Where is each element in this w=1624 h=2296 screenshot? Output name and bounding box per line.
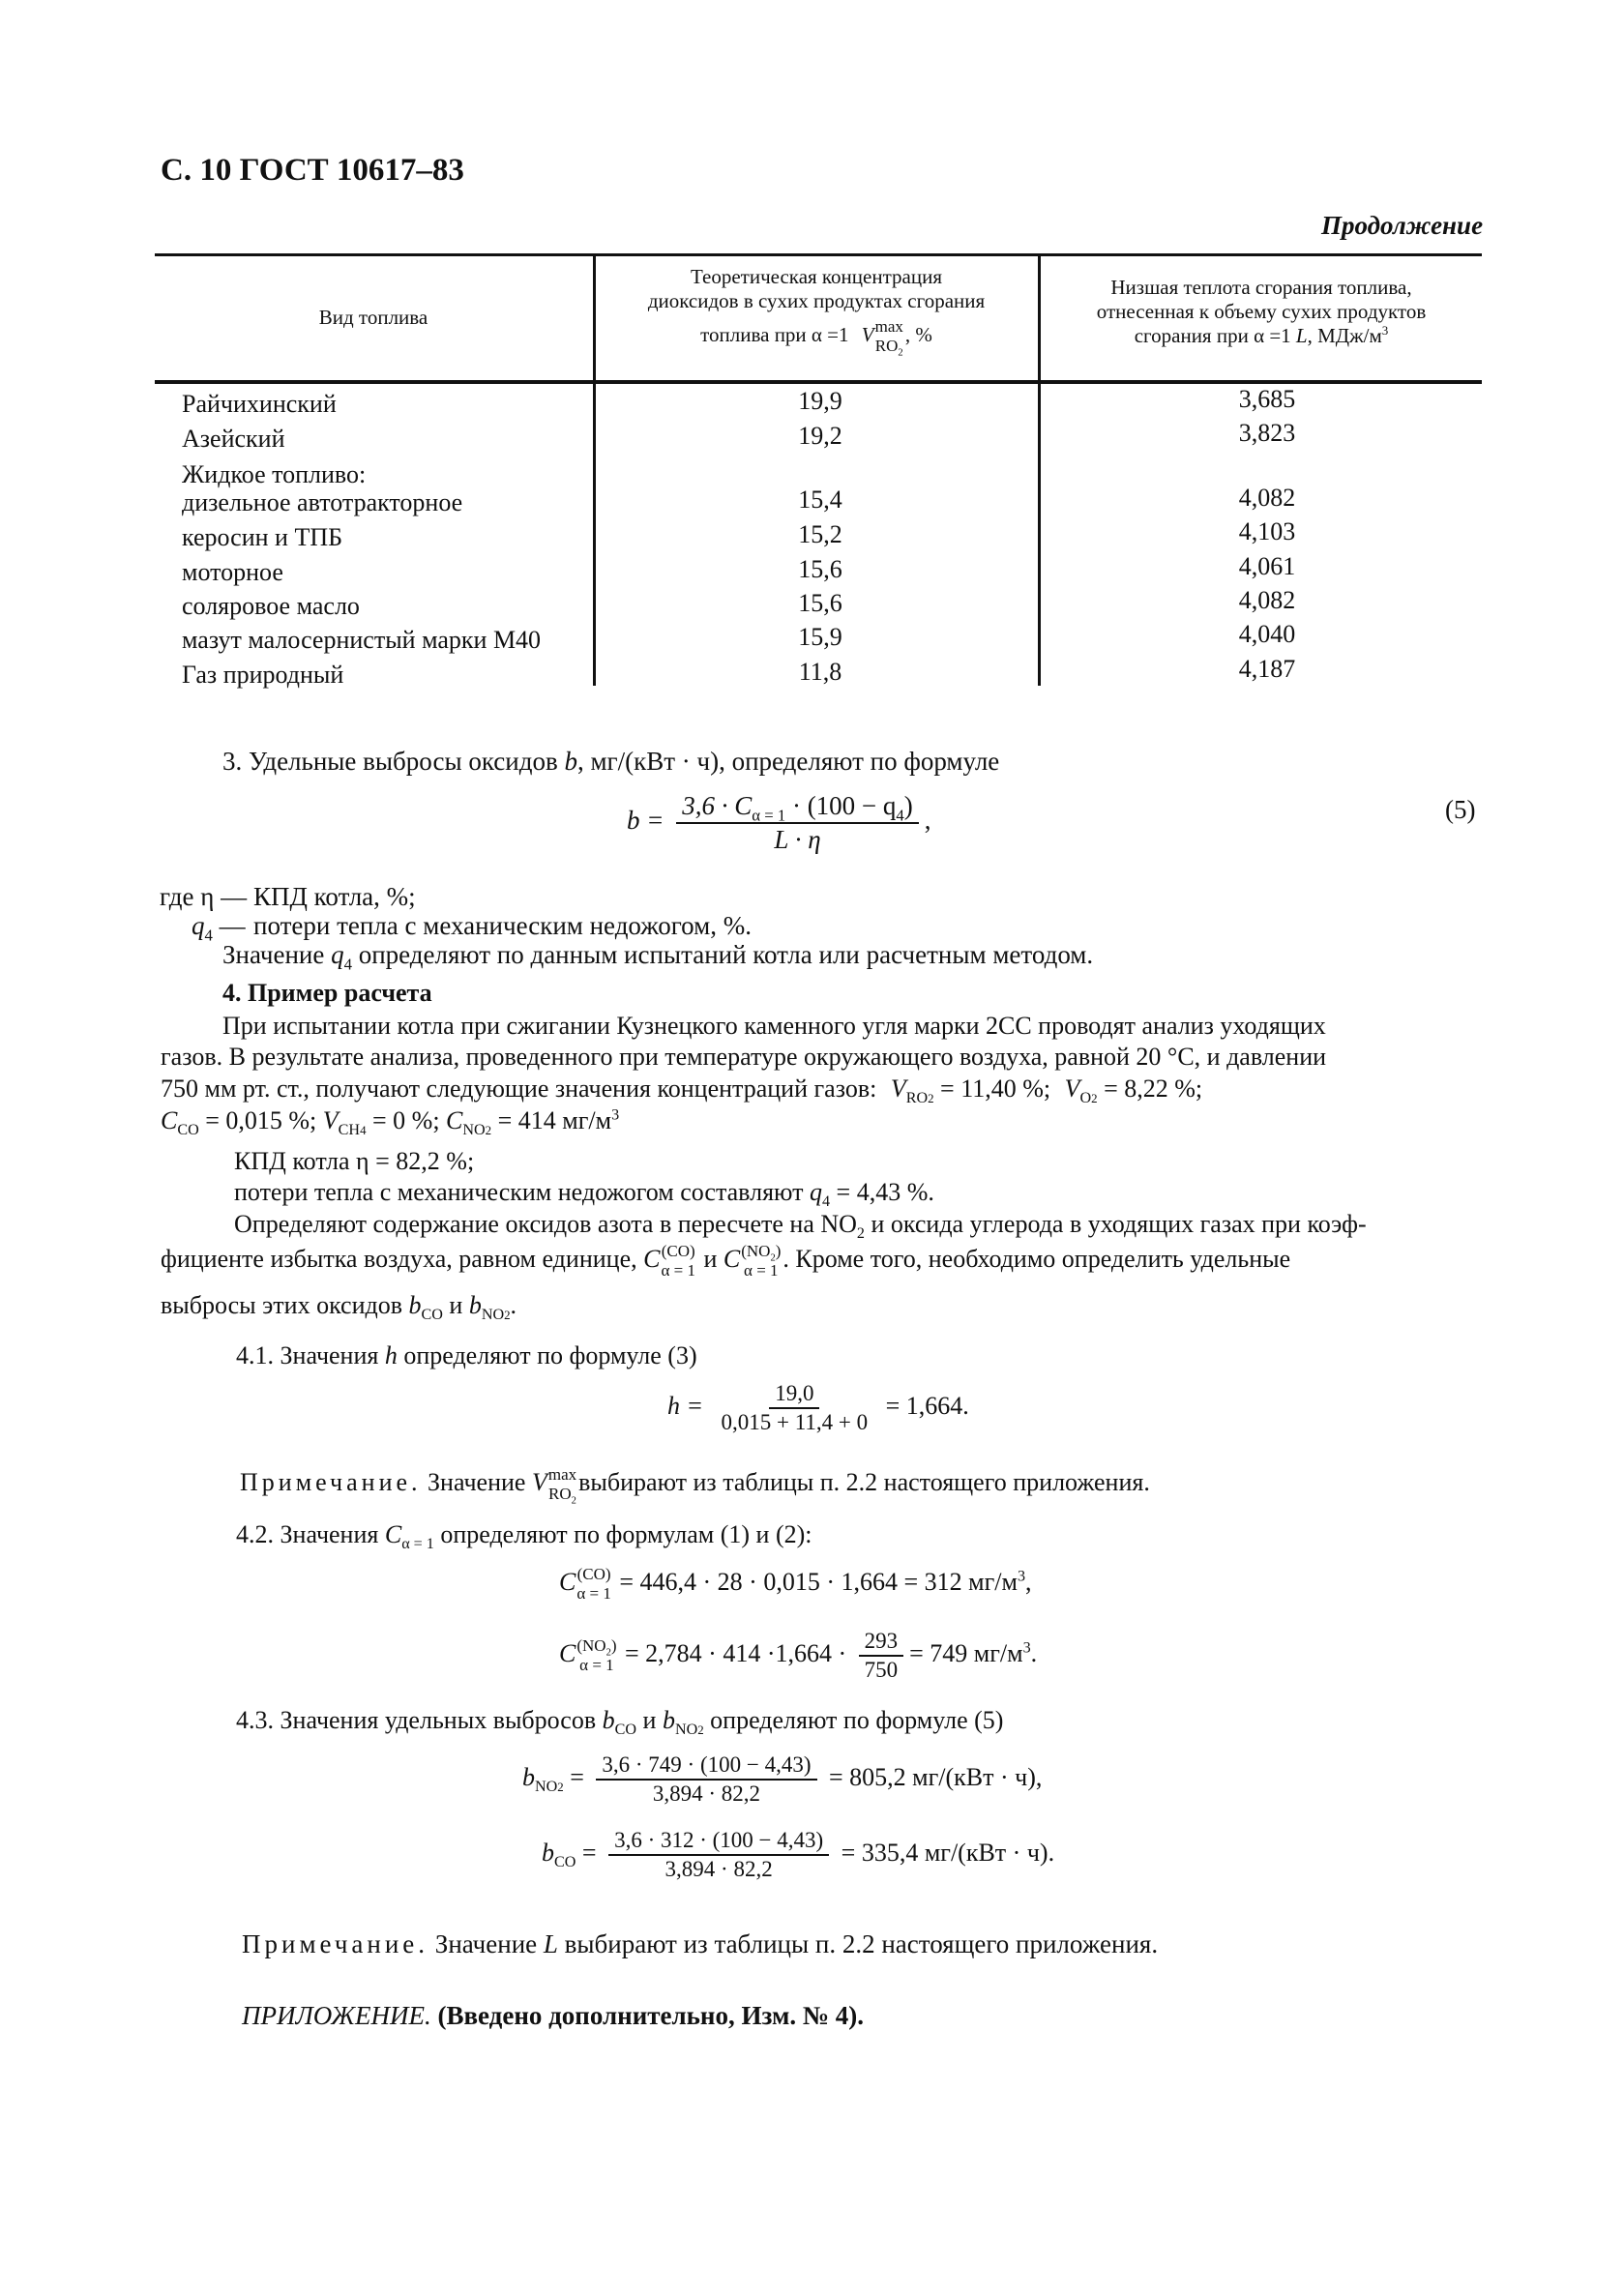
- header-co2-sub: RO: [874, 337, 899, 355]
- section-4-title: 4. Пример расчета: [222, 979, 432, 1007]
- formula-c-no2-symbol: C: [559, 1638, 576, 1667]
- section-4-1-var: h: [384, 1341, 398, 1369]
- c-no2-a1-sub: α = 1: [744, 1261, 779, 1280]
- row-co2-value: 15,9: [798, 623, 842, 651]
- section-4-2-c-sub: α = 1: [401, 1536, 434, 1553]
- c-co-value: = 0,015 %;: [198, 1106, 317, 1134]
- b-no2-sub2: 2: [504, 1309, 511, 1323]
- c-no2-sub2: 2: [485, 1124, 492, 1138]
- row-fuel-name: соляровое масло: [182, 592, 360, 620]
- c-co-a1-symbol: C: [643, 1244, 661, 1273]
- header-co2-line2: диоксидов в сухих продуктах сгорания: [647, 289, 986, 312]
- c-no2-a1-symbol: C: [723, 1244, 741, 1273]
- header-fuel-type: Вид топлива: [318, 306, 428, 329]
- para-line3-text: 750 мм рт. ст., получают следующие значения концентраций газов:: [161, 1074, 877, 1103]
- v-ro2-sub2: 2: [928, 1092, 934, 1106]
- section-3-intro-text: 3. Удельные выбросы оксидов: [222, 747, 558, 776]
- section-4-1-rest: определяют по формуле (3): [397, 1341, 697, 1369]
- header-heat-line1: Низшая теплота сгорания топлива,: [1110, 276, 1412, 299]
- row-heat-value: 4,040: [1238, 620, 1296, 648]
- row-co2-value: 15,4: [798, 486, 842, 514]
- v-ch4-sub: CH: [338, 1122, 361, 1139]
- appendix-note: [242, 2001, 864, 2031]
- determine-line3-end: .: [510, 1291, 517, 1319]
- formula-c-co-sub: α = 1: [576, 1584, 611, 1603]
- section-4-3-bco-sub: CO: [614, 1722, 637, 1739]
- section-4-2-c-symbol: C: [384, 1520, 402, 1548]
- where-eta-text: КПД котла, %;: [253, 882, 416, 911]
- formula-c-no2-eq-a: = 2,784 · 414 ·1,664 ·: [625, 1638, 847, 1667]
- note-1-v-sub2: 2: [571, 1495, 576, 1507]
- section-4-para-line2: газов. В результате анализа, проведенного при температуре окружающего воздуха, равной 20 °С, и давлении: [161, 1043, 1327, 1071]
- section-4-2: [236, 1520, 812, 1553]
- q4-note: [222, 940, 1094, 974]
- row-fuel-name: моторное: [182, 558, 283, 586]
- formula-h-denominator: 0,015 + 11,4 + 0: [721, 1410, 869, 1434]
- section-4-3-rest: определяют по формуле (5): [703, 1706, 1004, 1734]
- v-ch4-sub2: 4: [360, 1124, 367, 1138]
- losses-text: потери тепла с механическим недожогом составляют: [234, 1178, 804, 1206]
- section-4-3-bno2-sub: NO: [674, 1722, 698, 1739]
- row-heat-value: 3,823: [1238, 419, 1296, 447]
- header-heat-line3: [1041, 324, 1482, 348]
- formula-c-no2-eq-b: = 749 мг/м: [909, 1638, 1023, 1667]
- note-2-rest: выбирают из таблицы п. 2.2 настоящего приложения.: [557, 1929, 1159, 1958]
- header-heat-line2: отнесенная к объему сухих продуктов: [1096, 300, 1427, 323]
- row-heat-value: 4,082: [1238, 484, 1296, 512]
- formula-b-no2-eq: =: [563, 1762, 584, 1791]
- formula-5-num-rest: · (100 − q: [785, 791, 897, 820]
- section-4-1-text: 4.1. Значения: [236, 1341, 379, 1369]
- table-header-rule: [155, 380, 1482, 384]
- formula-b-no2-symbol: b: [522, 1762, 535, 1791]
- kpd-line: КПД котла η = 82,2 %;: [234, 1147, 475, 1175]
- formula-5: [627, 791, 931, 855]
- formula-b-co: [542, 1828, 1054, 1882]
- row-heat-value: 4,082: [1238, 586, 1296, 614]
- q4-note-rest: определяют по данным испытаний котла или расчетным методом.: [351, 940, 1094, 969]
- formula-c-no2-exp: 3: [1022, 1639, 1031, 1657]
- row-heat-value: 4,061: [1238, 552, 1296, 580]
- formula-c-no2-frac-num: 293: [859, 1629, 904, 1657]
- appendix-label: ПРИЛОЖЕНИЕ.: [242, 2001, 431, 2030]
- formula-c-co-sup: (CO): [576, 1565, 611, 1583]
- header-co2-sub2: 2: [898, 347, 903, 359]
- v-o2-sub: O: [1079, 1090, 1092, 1107]
- determine-line2-and: и: [696, 1244, 723, 1273]
- row-fuel-name: Жидкое топливо:: [182, 460, 367, 488]
- formula-5-num-c: 3,6 · C: [682, 791, 753, 820]
- losses-q-sub: 4: [821, 1193, 831, 1211]
- section-3-intro: [222, 747, 999, 777]
- determine-line1: [234, 1210, 1367, 1243]
- note-1-v-sub: RO: [548, 1485, 572, 1503]
- section-4-para-line4: [161, 1106, 620, 1139]
- row-co2-value: 15,2: [798, 520, 842, 548]
- formula-c-no2: [559, 1629, 1037, 1683]
- v-o2-value: = 8,22 %;: [1097, 1074, 1203, 1103]
- row-fuel-name: Газ природный: [182, 661, 344, 689]
- header-co2-line3: [596, 317, 1037, 359]
- row-fuel-name: мазут малосернистый марки М40: [182, 626, 542, 654]
- v-o2-symbol: V: [1064, 1074, 1080, 1103]
- section-4-2-text: 4.2. Значения: [236, 1520, 379, 1548]
- v-ch4-value: = 0 %;: [366, 1106, 440, 1134]
- formula-c-no2-sup-close: ): [610, 1636, 617, 1655]
- note-1-v-sup: max: [547, 1465, 577, 1484]
- formula-h-result: = 1,664.: [885, 1391, 969, 1420]
- determine-line1-sub: 2: [856, 1225, 865, 1243]
- where-q4: [192, 911, 246, 945]
- row-heat-value: 3,685: [1238, 385, 1296, 413]
- v-ro2-symbol: V: [890, 1074, 906, 1103]
- formula-h-numerator: 19,0: [769, 1381, 819, 1409]
- section-4-3-bno2: b: [662, 1706, 675, 1734]
- header-heat-exp: 3: [1381, 323, 1389, 338]
- row-co2-value: 11,8: [798, 658, 842, 686]
- note-1-v-symbol: V: [531, 1467, 547, 1496]
- note-2-var: L: [543, 1929, 558, 1958]
- formula-b-co-eq: =: [576, 1838, 597, 1867]
- header-co2-symbol: V: [861, 322, 874, 346]
- where-q4-text: потери тепла с механическим недожогом, %.: [253, 911, 752, 940]
- table-top-rule: [155, 253, 1482, 256]
- b-no2-sub: NO: [481, 1307, 505, 1324]
- losses-value: = 4,43 %.: [830, 1178, 934, 1206]
- header-co2-sup: max: [874, 317, 903, 336]
- formula-c-co-symbol: C: [559, 1567, 576, 1596]
- formula-b-co-result: = 335,4 мг/(кВт · ч).: [841, 1838, 1055, 1867]
- c-co-symbol: C: [161, 1106, 178, 1134]
- note-1-rest: выбирают из таблицы п. 2.2 настоящего приложения.: [578, 1467, 1150, 1496]
- row-co2-value: 19,2: [798, 422, 842, 450]
- b-co-symbol: b: [408, 1291, 422, 1319]
- formula-b-no2: [522, 1752, 1042, 1807]
- header-heat-symbol: L: [1295, 324, 1308, 347]
- formula-b-no2-numerator: 3,6 · 749 · (100 − 4,43): [596, 1752, 816, 1781]
- formula-b-no2-sub2: 2: [557, 1781, 564, 1795]
- formula-c-no2-sub: α = 1: [579, 1656, 614, 1674]
- b-no2-symbol: b: [468, 1291, 482, 1319]
- determine-line2-rest: . Кроме того, необходимо определить удельные: [782, 1244, 1291, 1273]
- header-co2-line1: Теоретическая концентрация: [691, 265, 942, 288]
- appendix-rest: (Введено дополнительно, Изм. № 4).: [430, 2001, 864, 2030]
- formula-b-no2-sub: NO: [535, 1779, 558, 1796]
- c-no2-exp: 3: [611, 1106, 620, 1124]
- c-no2-symbol: C: [446, 1106, 463, 1134]
- formula-c-no2-sup: (NO: [576, 1636, 606, 1655]
- row-co2-value: 15,6: [798, 555, 842, 583]
- b-co-sub: CO: [421, 1307, 443, 1324]
- section-3-intro-rest: , мг/(кВт · ч), определяют по формуле: [576, 747, 1000, 776]
- note-2-label: Примечание.: [242, 1929, 429, 1958]
- where-eta-label: где η —: [160, 882, 248, 911]
- section-4-3: [236, 1706, 1004, 1739]
- section-3-var-b: b: [564, 747, 577, 776]
- formula-b-no2-denominator: 3,894 · 82,2: [652, 1781, 761, 1806]
- formula-c-no2-sup-sub: 2: [605, 1647, 611, 1659]
- section-4-3-bno2-sub2: 2: [697, 1723, 704, 1738]
- formula-c-co: [559, 1565, 1032, 1604]
- note-1-label: Примечание.: [240, 1467, 422, 1496]
- formula-c-no2-end: .: [1030, 1638, 1038, 1667]
- formula-h-lhs: h =: [667, 1391, 704, 1420]
- formula-5-numerator: [676, 791, 919, 824]
- section-4-1: [236, 1341, 697, 1370]
- section-4-3-bco: b: [602, 1706, 615, 1734]
- where-q4-dash: —: [212, 911, 246, 940]
- continuation-label: Продолжение: [1321, 211, 1484, 240]
- formula-5-denominator: L · η: [774, 825, 821, 854]
- determine-line2: [161, 1242, 1290, 1280]
- formula-5-num-close: ): [903, 791, 913, 820]
- row-heat-value: 4,103: [1238, 517, 1296, 545]
- formula-5-lhs: b =: [627, 806, 664, 836]
- determine-line3: [161, 1291, 517, 1324]
- formula-b-co-denominator: 3,894 · 82,2: [664, 1857, 773, 1881]
- where-q4-symbol: q: [192, 911, 205, 940]
- formula-h: [667, 1381, 969, 1435]
- header-heat-line3-text: сгорания при α =1: [1134, 324, 1291, 347]
- v-o2-sub2: 2: [1091, 1092, 1098, 1106]
- header-heat-value: [1041, 276, 1482, 348]
- c-no2-a1-sup: (NO: [741, 1242, 771, 1260]
- section-4-3-and: и: [636, 1706, 663, 1734]
- where-eta: [160, 882, 247, 912]
- row-fuel-name: керосин и ТПБ: [182, 523, 343, 551]
- v-ro2-value: = 11,40 %;: [933, 1074, 1051, 1103]
- header-heat-unit: , МДж/м: [1307, 324, 1382, 347]
- note-2: [242, 1929, 1158, 1959]
- formula-c-no2-frac-den: 750: [864, 1658, 899, 1682]
- determine-line1-text: Определяют содержание оксидов азота в пересчете на NO: [234, 1210, 857, 1238]
- header-co2-concentration: [596, 265, 1037, 359]
- note-1-pre: Значение: [421, 1467, 526, 1496]
- header-co2-prefix: топлива при α =1: [700, 322, 849, 346]
- determine-line2-text: фициенте избытка воздуха, равном единице,: [161, 1244, 637, 1273]
- row-co2-value: 15,6: [798, 589, 842, 617]
- formula-c-co-exp: 3: [1017, 1568, 1026, 1585]
- c-no2-value: = 414 мг/м: [491, 1106, 612, 1134]
- section-4-para-line1: При испытании котла при сжигании Кузнецкого каменного угля марки 2СС проводят анализ уходящих: [222, 1012, 1326, 1040]
- q4-note-sub: 4: [343, 955, 352, 974]
- c-no2-a1-sup-close: ): [775, 1242, 782, 1260]
- q4-note-pre: Значение: [222, 940, 325, 969]
- c-co-a1-sup: (CO): [661, 1242, 695, 1260]
- formula-b-no2-result: = 805,2 мг/(кВт · ч),: [829, 1762, 1043, 1791]
- formula-5-q4-sub: 4: [896, 806, 904, 825]
- page-reference: С. 10 ГОСТ 10617–83: [161, 153, 464, 188]
- row-fuel-name: дизельное автотракторное: [182, 488, 463, 516]
- note-2-pre: Значение: [428, 1929, 538, 1958]
- formula-c-co-end: ,: [1025, 1567, 1032, 1596]
- section-4-3-text: 4.3. Значения удельных выбросов: [236, 1706, 597, 1734]
- section-4-para-line3: [161, 1074, 1482, 1107]
- header-co2-suffix: , %: [904, 322, 932, 346]
- c-no2-a1-sup-sub: 2: [770, 1252, 776, 1264]
- c-co-a1-sub: α = 1: [661, 1261, 695, 1280]
- row-co2-value: 19,9: [798, 387, 842, 415]
- determine-line1-rest: и оксида углерода в уходящих газах при коэф-: [864, 1210, 1367, 1238]
- row-fuel-name: Азейский: [182, 425, 285, 453]
- q4-note-symbol: q: [331, 940, 344, 969]
- formula-5-trail: ,: [924, 806, 931, 836]
- losses-q-symbol: q: [809, 1178, 822, 1206]
- row-heat-value: 4,187: [1238, 655, 1296, 683]
- note-1: [240, 1465, 1150, 1507]
- section-4-2-rest: определяют по формулам (1) и (2):: [433, 1520, 812, 1548]
- formula-5-number: (5): [1445, 795, 1476, 824]
- determine-line3-text: выбросы этих оксидов: [161, 1291, 403, 1319]
- formula-5-num-sub: α = 1: [752, 806, 786, 825]
- c-no2-sub: NO: [462, 1122, 486, 1139]
- where-q4-sub: 4: [204, 926, 213, 945]
- formula-b-co-sub: CO: [554, 1854, 576, 1871]
- row-fuel-name: Райчихинский: [182, 390, 337, 418]
- formula-b-co-numerator: 3,6 · 312 · (100 − 4,43): [608, 1828, 829, 1856]
- formula-c-co-eq: = 446,4 · 28 · 0,015 · 1,664 = 312 мг/м: [619, 1567, 1018, 1596]
- c-co-sub: CO: [177, 1122, 199, 1139]
- formula-b-co-symbol: b: [542, 1838, 554, 1867]
- v-ch4-symbol: V: [322, 1106, 339, 1134]
- losses-line: [234, 1178, 934, 1211]
- determine-line3-and: и: [442, 1291, 469, 1319]
- v-ro2-sub: RO: [905, 1090, 929, 1107]
